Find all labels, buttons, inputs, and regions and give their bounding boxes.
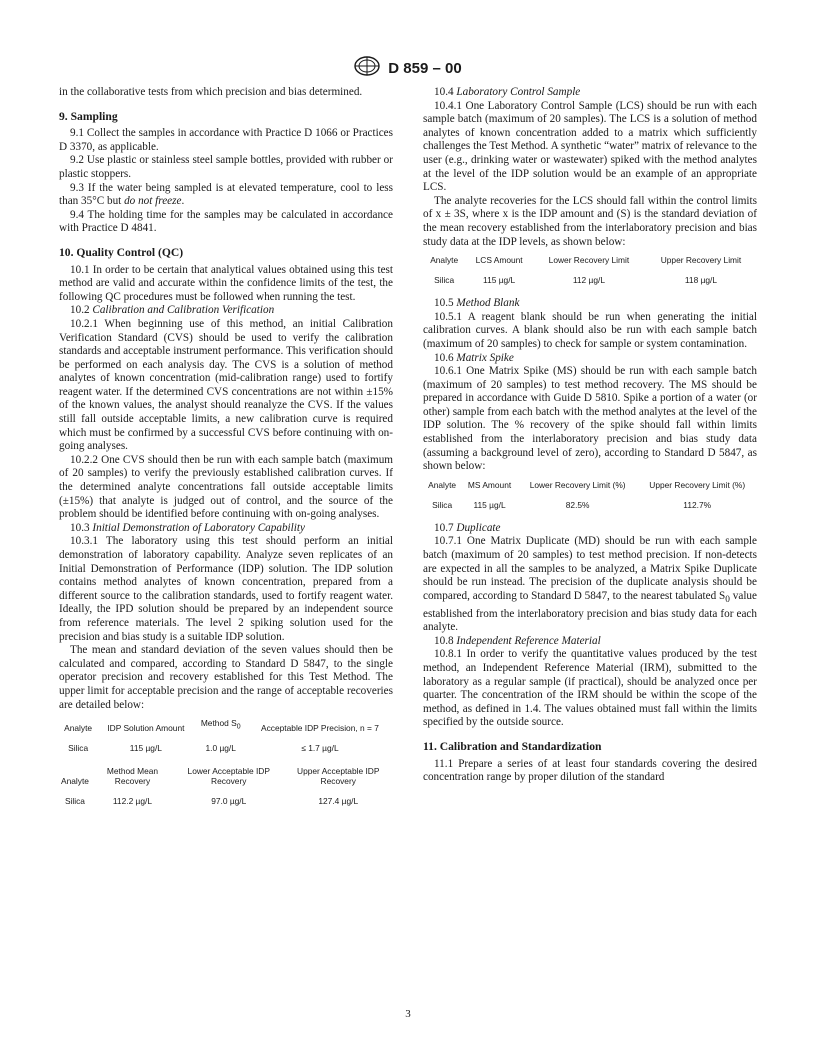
table-header-cell: Lower Acceptable IDP Recovery: [187, 765, 270, 786]
para-10-2-2: 10.2.2 One CVS should then be run with each sample batch (maximum of 20 samples) to verify the previously established calibration curves. If the determined analyte concentrations fall outside acceptable limits (±15%) that analyte is judged out of control, and the source of the problem should be identified before continuing with on-going analyses.: [59, 453, 393, 521]
para-10-3-1: 10.3.1 The laboratory using this test should perform an initial demonstration of laboratory capability. Analyze seven replicates of an Initial Demonstration of Performance (IDP) solution. The IDP solution contains method analytes of known concentration, prepared from a different source to the calibration standards, used to fortify reagent water. Ideally, the IPD solution should be prepared by an independent source from reference materials. The level 2 spiking solution used for the precision and bias study is a suitable IDP solution.: [59, 535, 393, 643]
table-cell: Silica: [68, 742, 89, 753]
table-row: [423, 273, 757, 291]
para-10-5-1: 10.5.1 A reagent blank should be run when generating the initial calibration curves. A blank should also be run with each sample batch (maximum of 20 samples) to check for sample or system contamination.: [423, 310, 757, 350]
astm-logo-icon: [354, 56, 380, 81]
table-header-cell: Analyte: [428, 479, 457, 490]
idp-recovery-table: [59, 765, 393, 812]
para-10-7: 10.7 Duplicate: [434, 521, 501, 534]
table-cell: 1.0 µg/L: [205, 742, 236, 753]
table-header-cell: Upper Acceptable IDP Recovery: [297, 765, 380, 786]
table-header-cell: Method Mean Recovery: [106, 765, 159, 786]
table-header-cell: MS Amount: [467, 479, 512, 490]
table-cell: Silica: [64, 795, 85, 806]
para-10-5: 10.5 Method Blank: [434, 297, 520, 310]
table-cell: Silica: [432, 499, 453, 510]
lcs-table: [423, 254, 757, 291]
table-cell: ≤ 1.7 µg/L: [301, 742, 339, 753]
table-cell: 115 µg/L: [129, 742, 162, 753]
para-10-4: 10.4 Laboratory Control Sample: [434, 86, 581, 98]
para-9-4: 9.4 The holding time for the samples may be calculated in accordance with Practice D 4841.: [59, 208, 393, 235]
table-cell: 112 µg/L: [572, 275, 606, 286]
para-9-3: 9.3 If the water being sampled is at elevated temperature, cool to less than 35°C but do not freeze.: [59, 181, 393, 208]
para-10-7-1: 10.7.1 One Matrix Duplicate (MD) should be run with each sample batch (maximum of 20 samples) to test method precision. If non-detects are expected in all the samples to be analyzed, a Matrix Spike Duplicate should be run instead. The precision of the duplicate analysis should be compared, according to Standard D 5847, to the nearest tabulated $S_0$ value established from the interlaboratory precision and bias study data for each analyte.: [423, 535, 757, 634]
para-10-6-1: 10.6.1 One Matrix Spike (MS) should be run with each sample batch (maximum of 20 samples) to test method recovery. The MS should be prepared in accordance with Guide D 5810. Spike a portion of a water (or other) sample from each batch with the method analytes at the level of the IDP solution. The % recovery of the spike should fall within limits established from the interlaboratory precision and bias study data (assuming a background level of zero), according to Standard D 5847, as shown below:: [423, 365, 757, 473]
table-header-cell: Lower Recovery Limit: [548, 255, 630, 266]
table-header-cell: LCS Amount: [475, 255, 523, 266]
table-cell: 115 µg/L: [483, 275, 516, 286]
section-10-heading: 10. Quality Control (QC): [59, 245, 184, 259]
table-header-cell: Analyte: [430, 255, 459, 266]
document-designation: D 859 – 00: [388, 60, 462, 77]
table-row: [423, 498, 757, 516]
table-cell: 112.2 µg/L: [112, 795, 153, 806]
table-cell: 115 µg/L: [473, 499, 506, 510]
intro-text: in the collaborative tests from which precision and bias determined.: [59, 86, 363, 98]
table-cell: Silica: [434, 275, 455, 286]
table-header-cell: Analyte: [64, 722, 93, 733]
table-header-row: [423, 479, 757, 498]
left-column: [59, 86, 393, 818]
table-header-cell: Lower Recovery Limit (%): [529, 479, 626, 490]
table-cell: 127.4 µg/L: [318, 795, 359, 806]
page-header: [0, 56, 816, 81]
para-lcs-recoveries: The analyte recoveries for the LCS should fall within the control limits of x ± 3S, where x is the IDP amount and (S) is the standard deviation of the mean recovery established from the interlaboratory precision and bias study data at the IDP levels, as shown below:: [423, 194, 757, 248]
right-column: [423, 86, 757, 785]
table-row: [59, 794, 393, 812]
table-header-row: [59, 765, 393, 794]
para-11-1: 11.1 Prepare a series of at least four standards covering the desired concentration range by proper dilution of the standard: [423, 757, 757, 784]
section-11-heading: 11. Calibration and Standardization: [423, 739, 602, 753]
table-header-cell: Upper Recovery Limit (%): [649, 479, 746, 490]
para-10-2: 10.2 Calibration and Calibration Verification: [70, 304, 275, 317]
para-9-1: 9.1 Collect the samples in accordance with Practice D 1066 or Practices D 3370, as applicable.: [59, 127, 393, 153]
table-header-row: [59, 717, 393, 741]
para-9-2: 9.2 Use plastic or stainless steel sample bottles, provided with rubber or plastic stoppers.: [59, 154, 393, 180]
para-10-8: 10.8 Independent Reference Material: [434, 634, 601, 647]
section-9-heading: 9. Sampling: [59, 109, 118, 123]
table-row: [59, 741, 393, 759]
table-header-cell: Upper Recovery Limit: [660, 255, 742, 266]
table-header-cell: Acceptable IDP Precision, n = 7: [261, 722, 379, 733]
table-cell: 97.0 µg/L: [211, 795, 247, 806]
para-mean-sd: The mean and standard deviation of the seven values should then be calculated and compared, according to Standard D 5847, to the single operator precision and recovery established for this Test Method. The upper limit for acceptable precision and the range of acceptable recoveries are detailed below:: [59, 644, 393, 711]
table-header-cell: Analyte: [61, 775, 89, 786]
para-10-8-1: 10.8.1 In order to verify the quantitative values produced by the test method, an Independent Reference Material (IRM), submitted to the laboratory as a regular sample (if practical), should be analyzed once per quarter. The concentration of the IRM should be within the scope of the method, as defined in 1.4. The values obtained must fall within the limits specified by the outside source.: [423, 648, 757, 729]
para-10-1: 10.1 In order to be certain that analytical values obtained using this test method are valid and accurate within the confidence limits of the test, the following QC procedures must be followed when running the test.: [59, 263, 393, 303]
table-header-cell: IDP Solution Amount: [107, 722, 185, 733]
table-cell: 82.5%: [565, 499, 590, 510]
table-header-row: [423, 254, 757, 273]
table-cell: 112.7%: [683, 499, 712, 510]
table-header-cell: Method $S_0$: [200, 718, 241, 731]
page-number: 3: [405, 1008, 411, 1020]
para-10-2-1: 10.2.1 When beginning use of this method, an initial Calibration Verification Standard (CVS) should be used to verify the calibration standards and acceptable instrument performance. This verification should be performed on each analysis day. The CVS is a solution of method analytes of known concentration (mid-calibration range) used to fortify reagent water. If the determined CVS concentrations are not within ±15% of the known values, the analyst should reanalyze the CVS. If the values still fall outside acceptable limits, a new calibration curve is required which must be confirmed by a successful CVS before continuing with on-going analyses.: [59, 317, 393, 453]
ms-table: [423, 479, 757, 516]
para-10-3: 10.3 Initial Demonstration of Laboratory Capability: [70, 521, 305, 534]
para-10-6: 10.6 Matrix Spike: [434, 351, 514, 364]
idp-precision-table: [59, 717, 393, 759]
para-10-4-1: 10.4.1 One Laboratory Control Sample (LCS) should be run with each sample batch (maximum of 20 samples). The LCS is a solution of method analytes of known concentration added to a matrix which sufficiently challenges the Test Method. A synthetic “water” matrix of relevance to the user (e.g., drinking water or wastewater) spiked with the method analytes at the level of the IDP solution would be an example of an appropriate LCS.: [423, 99, 757, 194]
table-cell: 118 µg/L: [684, 275, 718, 286]
